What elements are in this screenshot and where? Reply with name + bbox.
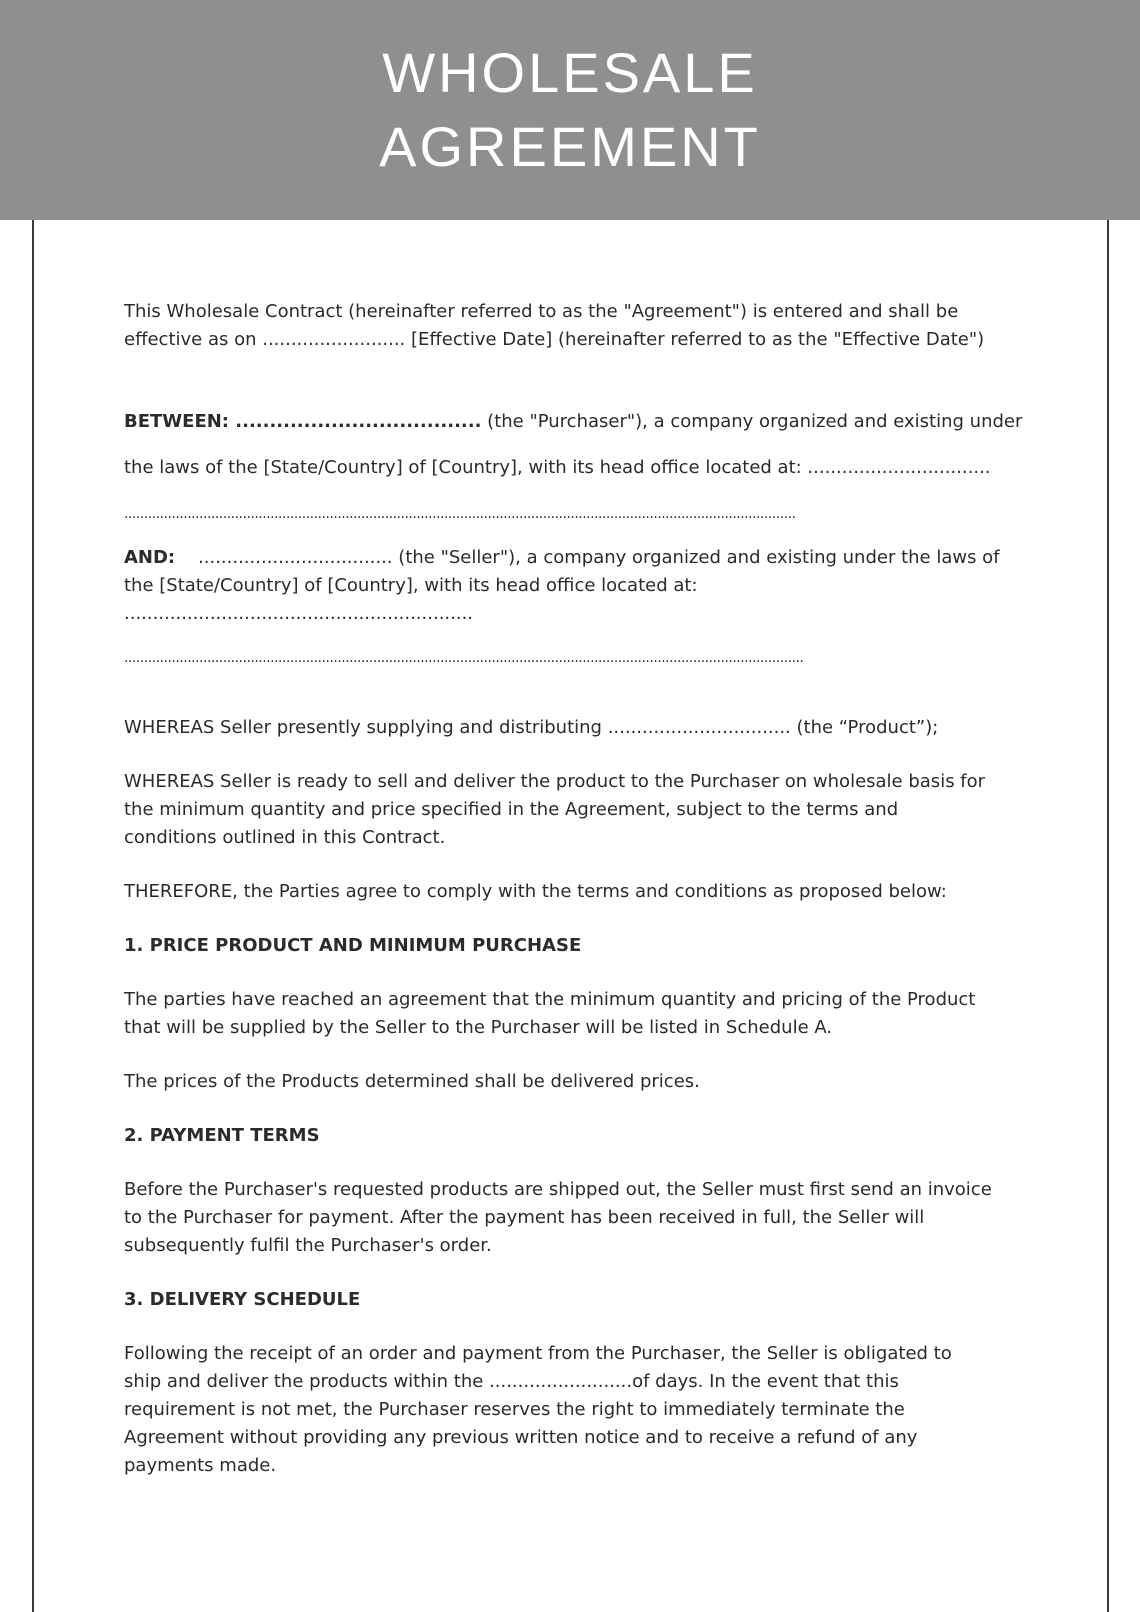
therefore-clause: THEREFORE, the Parties agree to comply with the terms and conditions as proposed below: — [124, 881, 947, 902]
whereas-1: WHEREAS Seller presently supplying and distributing ................................ (the “Product”); — [124, 717, 939, 738]
and-label: AND: — [124, 547, 176, 568]
intro-line-1: This Wholesale Contract (hereinafter referred to as the "Agreement") is entered and shall be — [124, 301, 959, 322]
title-line-2: AGREEMENT — [379, 115, 761, 178]
section-3-line-1: Following the receipt of an order and payment from the Purchaser, the Seller is obligated to — [124, 1343, 952, 1364]
between-line-2: the laws of the [State/Country] of [Country], with its head office located at: ................................ — [124, 457, 991, 478]
section-3-line-4: Agreement without providing any previous written notice and to receive a refund of any — [124, 1427, 918, 1448]
section-2-line-3: subsequently fulfil the Purchaser's order. — [124, 1235, 492, 1256]
whereas-2 — [124, 768, 1024, 852]
section-1-heading: 1. PRICE PRODUCT AND MINIMUM PURCHASE — [124, 935, 582, 956]
and-address-blank: ............................................................................................................................................................................ — [124, 650, 804, 666]
between-text: (the "Purchaser"), a company organized and existing under — [487, 411, 1023, 432]
whereas-2-line-3: conditions outlined in this Contract. — [124, 827, 446, 848]
and-text: .................................. (the "Seller"), a company organized and existing under the laws of — [198, 547, 1000, 568]
title-banner — [0, 0, 1140, 220]
and-line-2: the [State/Country] of [Country], with its head office located at: ............................................................. — [124, 575, 698, 624]
section-3-line-5: payments made. — [124, 1455, 277, 1476]
section-3-paragraph — [124, 1340, 1024, 1480]
section-2-paragraph — [124, 1176, 1024, 1260]
whereas-2-line-2: the minimum quantity and price specified in the Agreement, subject to the terms and — [124, 799, 899, 820]
section-3-line-2: ship and deliver the products within the .........................of days. In the event that this — [124, 1371, 899, 1392]
between-paragraph — [124, 408, 1024, 436]
whereas-2-line-1: WHEREAS Seller is ready to sell and deliver the product to the Purchaser on wholesale basis for — [124, 771, 986, 792]
and-paragraph — [124, 544, 1024, 572]
page-border-left — [32, 220, 34, 1612]
between-label: BETWEEN: .................................... — [124, 411, 482, 432]
section-1-p1-line-1: The parties have reached an agreement that the minimum quantity and pricing of the Product — [124, 989, 976, 1010]
section-2-line-1: Before the Purchaser's requested products are shipped out, the Seller must first send an invoice — [124, 1179, 992, 1200]
between-address-blank: .......................................................................................................................................................................... — [124, 506, 796, 522]
section-1-paragraph-2: The prices of the Products determined shall be delivered prices. — [124, 1071, 700, 1092]
section-1-paragraph-1 — [124, 986, 1024, 1042]
document-body — [124, 298, 1024, 1480]
page-border-right — [1107, 220, 1109, 1612]
intro-line-2: effective as on ......................... [Effective Date] (hereinafter referred to as the "Effective Date") — [124, 329, 985, 350]
section-3-line-3: requirement is not met, the Purchaser reserves the right to immediately terminate the — [124, 1399, 905, 1420]
section-2-line-2: to the Purchaser for payment. After the payment has been received in full, the Seller will — [124, 1207, 925, 1228]
section-1-p1-line-2: that will be supplied by the Seller to the Purchaser will be listed in Schedule A. — [124, 1017, 833, 1038]
section-3-heading: 3. DELIVERY SCHEDULE — [124, 1289, 361, 1310]
title-line-1: WHOLESALE — [382, 41, 758, 104]
section-2-heading: 2. PAYMENT TERMS — [124, 1125, 320, 1146]
